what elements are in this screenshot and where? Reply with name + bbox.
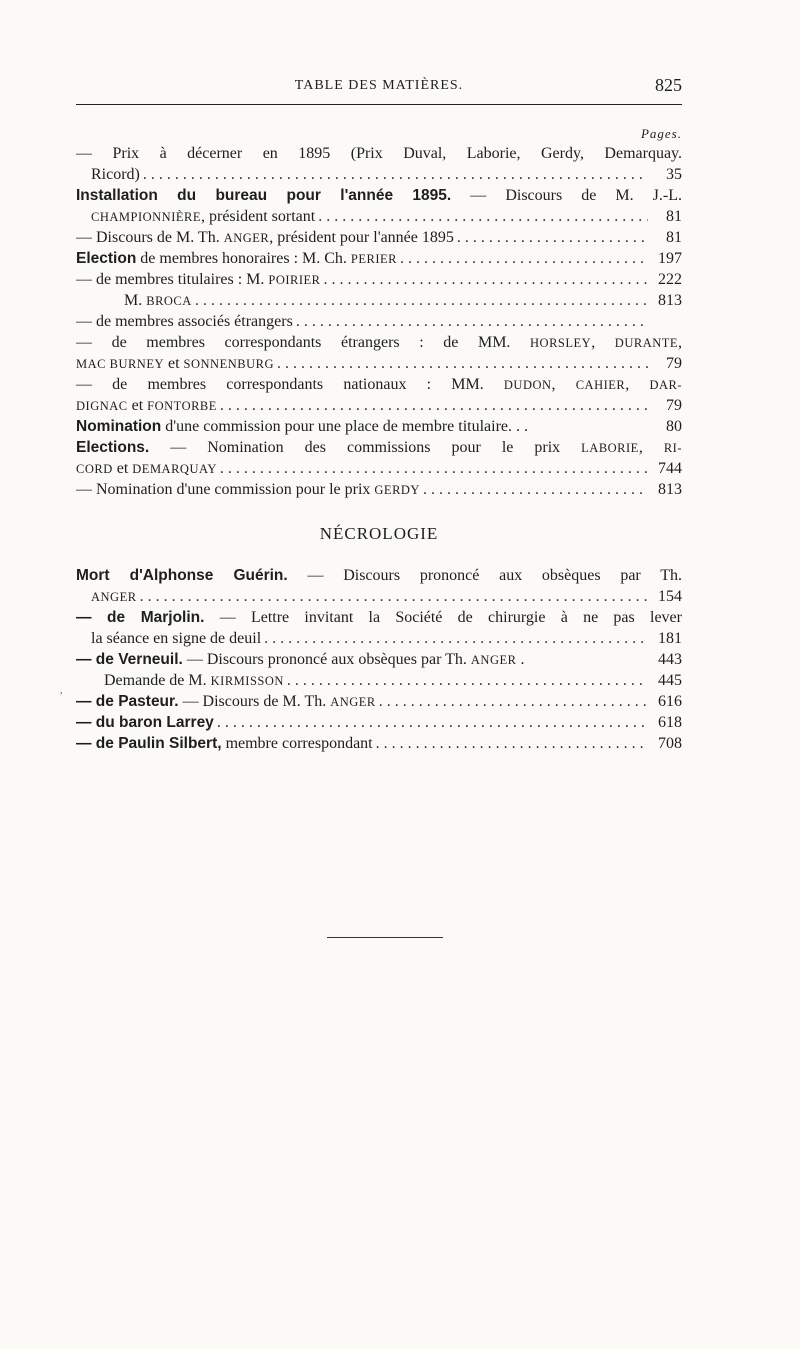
page-ref: 618 [658,714,682,731]
dot-leader [277,353,648,374]
dot-leader [376,733,648,754]
toc-entry-line: Elections. — Nomination des commissions pour le prix LABORIE, RI- [76,439,682,456]
toc-entry-line: — Discours de M. Th. ANGER, président pour l'année 1895 . . . 81 [76,227,682,248]
page-ref: 708 [658,735,682,752]
toc-entry-line: CORD et DEMARQUAY . . . 744 [76,458,682,479]
end-rule [327,937,443,938]
toc-entry-line: — de membres titulaires : M. POIRIER . . . 222 [76,269,682,290]
dot-leader [318,206,648,227]
toc-entry-line: — Prix à décerner en 1895 (Prix Duval, Laborie, Gerdy, Demarquay. [76,145,682,162]
page-ref: 744 [658,460,682,477]
dot-leader [400,248,648,269]
toc-entry-line: Ricord) . . . 35 [76,164,682,185]
page-ref: 222 [658,271,682,288]
toc-entry-line: ANGER . . . 154 [76,586,682,607]
page-ref: 81 [666,208,682,225]
toc-entry-line: MAC BURNEY et SONNENBURG . . . 79 [76,353,682,374]
page-ref: 197 [658,250,682,267]
toc-entry-line: la séance en signe de deuil . . . 181 [76,628,682,649]
toc-entry-line: — de Pasteur. — Discours de M. Th. ANGER . . . 616 [76,691,682,712]
pages-column-label: Pages. [640,126,682,141]
toc-entry-line: — du baron Larrey . . . 618 [76,712,682,733]
running-header [76,75,682,99]
page-ref: 79 [666,355,682,372]
dot-leader [220,395,648,416]
page-ref: 154 [658,588,682,605]
toc-entry-line: — de Verneuil. — Discours prononcé aux obsèques par Th. ANGER . 443 [76,651,682,668]
page-ref: 181 [658,630,682,647]
page-ref: 80 [666,418,682,435]
dot-leader [296,311,648,332]
page-ref: 79 [666,397,682,414]
dot-leader [220,458,648,479]
toc-entry-line: Nomination d'une commission pour une place de membre titulaire. . . 80 [76,418,682,435]
toc-entry-line: — Nomination d'une commission pour le prix GERDY . . . 813 [76,479,682,500]
page-ref: 813 [658,481,682,498]
toc-entry-line: Installation du bureau pour l'année 1895. — Discours de M. J.-L. [76,187,682,204]
dot-leader [264,628,648,649]
toc-entry-line: CHAMPIONNIÈRE, président sortant . . . 81 [76,206,682,227]
dot-leader [324,269,648,290]
dot-leader [143,164,648,185]
toc-entry-line: — de membres correspondants nationaux : MM. DUDON, CAHIER, DAR- [76,376,682,393]
toc-section-necrologie [76,565,682,754]
dot-leader [140,586,648,607]
page-ref: 445 [658,672,682,689]
page-ref: 813 [658,292,682,309]
dot-leader [457,227,648,248]
page-ref: 81 [666,229,682,246]
page-number: 825 [655,75,682,95]
header-rule [76,104,682,105]
section-title-necrologie: NÉCROLOGIE [319,524,439,543]
running-title: TABLE DES MATIÈRES. [294,78,464,93]
dot-leader [379,691,648,712]
toc-entry-line: Election de membres honoraires : M. Ch. PERIER . . . 197 [76,248,682,269]
toc-entry-line: — de membres correspondants étrangers : de MM. HORSLEY, DURANTE, [76,334,683,351]
toc-entry-line: Demande de M. KIRMISSON . . . 445 [76,670,682,691]
toc-entry-line: M. BROCA . . . 813 [76,290,682,311]
dot-leader [195,290,648,311]
toc-section-elections [76,143,682,500]
dot-leader [287,670,648,691]
dot-leader [423,479,648,500]
toc-entry-line: — de Paulin Silbert, membre correspondant . . . 708 [76,733,682,754]
page-ref: 616 [658,693,682,710]
toc-entry-line: Mort d'Alphonse Guérin. — Discours prononcé aux obsèques par Th. [76,567,682,584]
toc-entry-line: — de Marjolin. — Lettre invitant la Société de chirurgie à ne pas lever [76,609,682,626]
dot-leader [217,712,648,733]
toc-entry-line: DIGNAC et FONTORBE . . . 79 [76,395,682,416]
stray-mark: , [60,685,63,696]
page-ref: 443 [658,651,682,668]
page-ref: 35 [666,166,682,183]
toc-entry-line: — de membres associés étrangers . . . [76,311,682,332]
